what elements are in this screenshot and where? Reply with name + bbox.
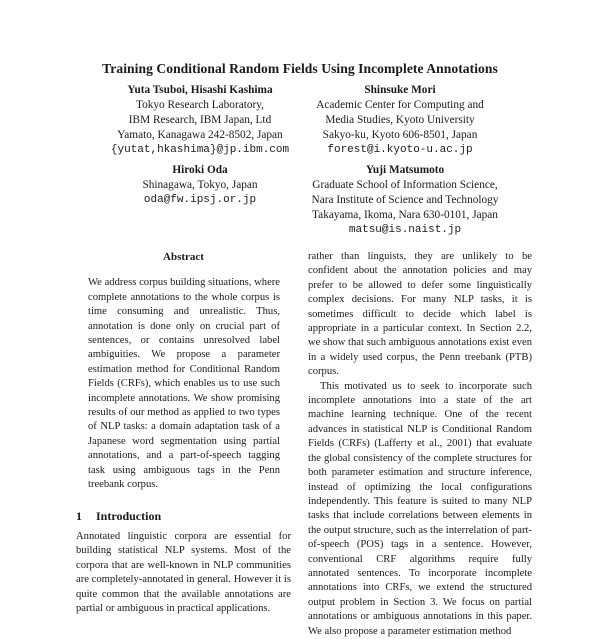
author-block-mori [300, 83, 500, 158]
author-affiliation-line: Academic Center for Computing and [316, 99, 484, 111]
author-email: matsu@is.naist.jp [348, 224, 462, 236]
section-heading-introduction [76, 509, 291, 523]
author-email: oda@fw.ipsj.or.jp [143, 194, 257, 206]
author-affiliation-line: Sakyo-ku, Kyoto 606-8501, Japan [322, 129, 478, 141]
author-block-oda [100, 163, 300, 208]
abstract-heading: Abstract [163, 251, 204, 263]
section-title: Introduction [96, 508, 162, 523]
section-number: 1 [76, 508, 82, 523]
author-email: forest@i.kyoto-u.ac.jp [327, 144, 473, 156]
author-affiliation-line: Nara Institute of Science and Technology [311, 194, 499, 206]
left-column [76, 250, 291, 616]
author-affiliation-line: Shinagawa, Tokyo, Japan [142, 179, 258, 191]
author-name: Shinsuke Mori [364, 84, 436, 96]
right-column [308, 250, 532, 639]
author-affiliation-line: Yamato, Kanagawa 242-8502, Japan [117, 129, 283, 141]
author-affiliation-line: Takayama, Ikoma, Nara 630-0101, Japan [312, 209, 498, 221]
body-paragraph: rather than linguists, they are unlikely to be confident about the annotation policies and may prefer to be allowed to defer some linguistically complex decisions. For many NLP tasks, it is sometimes difficult to decide which label is appropriate in a particular context. In Section 2.2, we show that such ambiguous annotations exist even in a widely used corpus, the Penn treebank (PTB) corpus. [308, 251, 532, 378]
author-name: Hiroki Oda [172, 164, 228, 176]
body-paragraph: This motivated us to seek to incorporate such incomplete annotations into a state of the art machine learning technique. One of the recent advances in statistical NLP is Conditional Random Fields (CRFs) (Lafferty et al., 2001) that evaluate the global consistency of the complete structures for both parameter estimation and structure inference, instead of optimizing the local configurations independently. This feature is suited to many NLP tasks that include correlations between elements in the output structure, such as the interrelation of part-of-speech (POS) tags in a sentence. However, conventional CRF algorithms require fully annotated sentences. To incorporate incomplete annotations into CRFs, we extend the structured output problem in Section 3. We focus on partial annotations or ambiguous annotations in this paper. We also propose a parameter estimation method [308, 380, 532, 637]
author-email: {yutat,hkashima}@jp.ibm.com [110, 144, 290, 156]
abstract-text: We address corpus building situations, where complete annotations to the whole corpus is time consuming and unrealistic. Thus, annotation is done only on crucial part of sentences, or contains unresolved label ambiguities. We propose a parameter estimation method for Conditional Random Fields (CRFs), which enables us to use such incomplete annotations. We show promising results of our method as applied to two types of NLP tasks: a domain adaptation task of a Japanese word segmentation using partial annotations, and a part-of-speech tagging task using ambiguous tags in the Penn treebank corpus. [88, 277, 280, 491]
author-name: Yuta Tsuboi, Hisashi Kashima [127, 84, 273, 96]
author-affiliation-line: Graduate School of Information Science, [312, 179, 498, 191]
author-block-tsuboi-kashima [100, 83, 300, 158]
author-affiliation-line: Tokyo Research Laboratory, [135, 99, 265, 111]
author-name: Yuji Matsumoto [365, 164, 445, 176]
author-block-matsumoto [290, 163, 520, 238]
author-affiliation-line: IBM Research, IBM Japan, Ltd [128, 114, 272, 126]
paper-title: Training Conditional Random Fields Using Incomplete Annotations [102, 61, 498, 76]
introduction-paragraph: Annotated linguistic corpora are essential for building statistical NLP systems. Most of the corpora that are well-known in NLP communities are completely-annotated in general. However it is quite common that the available annotations are partial or ambiguous in practical applications. [76, 530, 291, 614]
author-affiliation-line: Media Studies, Kyoto University [325, 114, 475, 126]
